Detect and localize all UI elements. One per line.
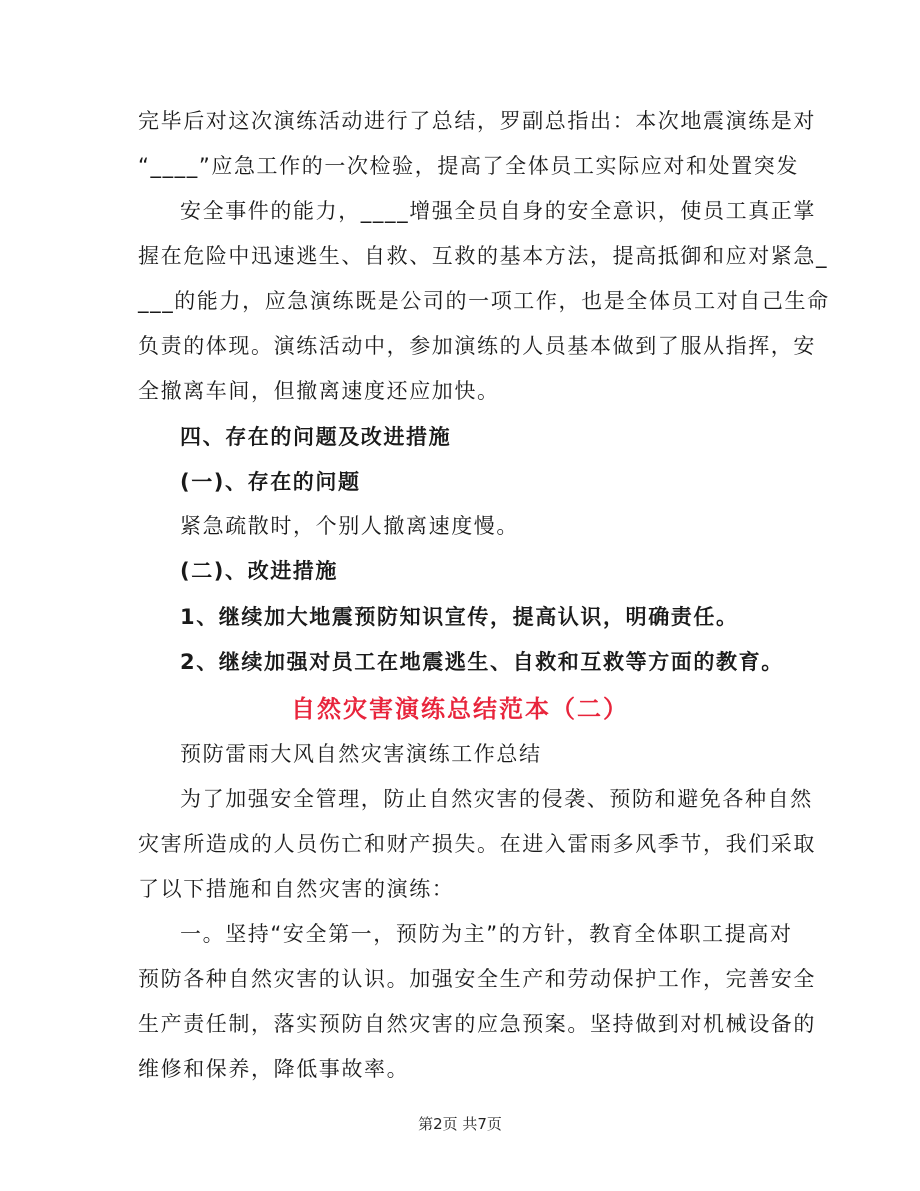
- section-title: 自然灾害演练总结范本（二）: [291, 695, 629, 723]
- paragraph-line: 一。坚持“安全第一，预防为主”的方针，教育全体职工提高对: [180, 922, 793, 946]
- paragraph-line: 全撤离车间，但撤离速度还应加快。: [138, 379, 500, 403]
- paragraph-line: 了以下措施和自然灾害的演练：: [138, 877, 455, 901]
- paragraph-line: ___的能力，应急演练既是公司的一项工作，也是全体员工对自己生命: [138, 289, 830, 313]
- paragraph-line: “____”应急工作的一次检验，提高了全体员工实际应对和处置突发: [138, 154, 799, 178]
- list-item: 2、继续加强对员工在地震逃生、自救和互救等方面的教育。: [180, 650, 784, 674]
- subsection-heading: (一)、存在的问题: [180, 470, 361, 494]
- paragraph-line: 握在危险中迅速逃生、自救、互救的基本方法，提高抵御和应对紧急_: [138, 244, 829, 268]
- paragraph-line: 完毕后对这次演练活动进行了总结，罗副总指出：本次地震演练是对: [138, 109, 816, 133]
- paragraph-line: 生产责任制，落实预防自然灾害的应急预案。坚持做到对机械设备的: [138, 1012, 816, 1036]
- list-item: 1、继续加大地震预防知识宣传，提高认识，明确责任。: [180, 605, 739, 629]
- paragraph-line: 紧急疏散时，个别人撤离速度慢。: [180, 514, 519, 538]
- paragraph-line: 预防各种自然灾害的认识。加强安全生产和劳动保护工作，完善安全: [138, 967, 816, 991]
- subsection-heading: (二)、改进措施: [180, 559, 338, 583]
- paragraph-line: 为了加强安全管理，防止自然灾害的侵袭、预防和避免各种自然: [180, 787, 813, 811]
- paragraph-line: 灾害所造成的人员伤亡和财产损失。在进入雷雨多风季节，我们采取: [138, 832, 816, 856]
- paragraph-line: 负责的体现。演练活动中，参加演练的人员基本做到了服从指挥，安: [138, 334, 816, 358]
- page-number: 第2页 共7页: [418, 1115, 502, 1133]
- paragraph-line: 预防雷雨大风自然灾害演练工作总结: [180, 742, 542, 766]
- paragraph-line: 维修和保养，降低事故率。: [138, 1057, 410, 1081]
- paragraph-line: 安全事件的能力，____增强全员自身的安全意识，使员工真正掌: [180, 199, 816, 223]
- section-heading: 四、存在的问题及改进措施: [180, 425, 452, 449]
